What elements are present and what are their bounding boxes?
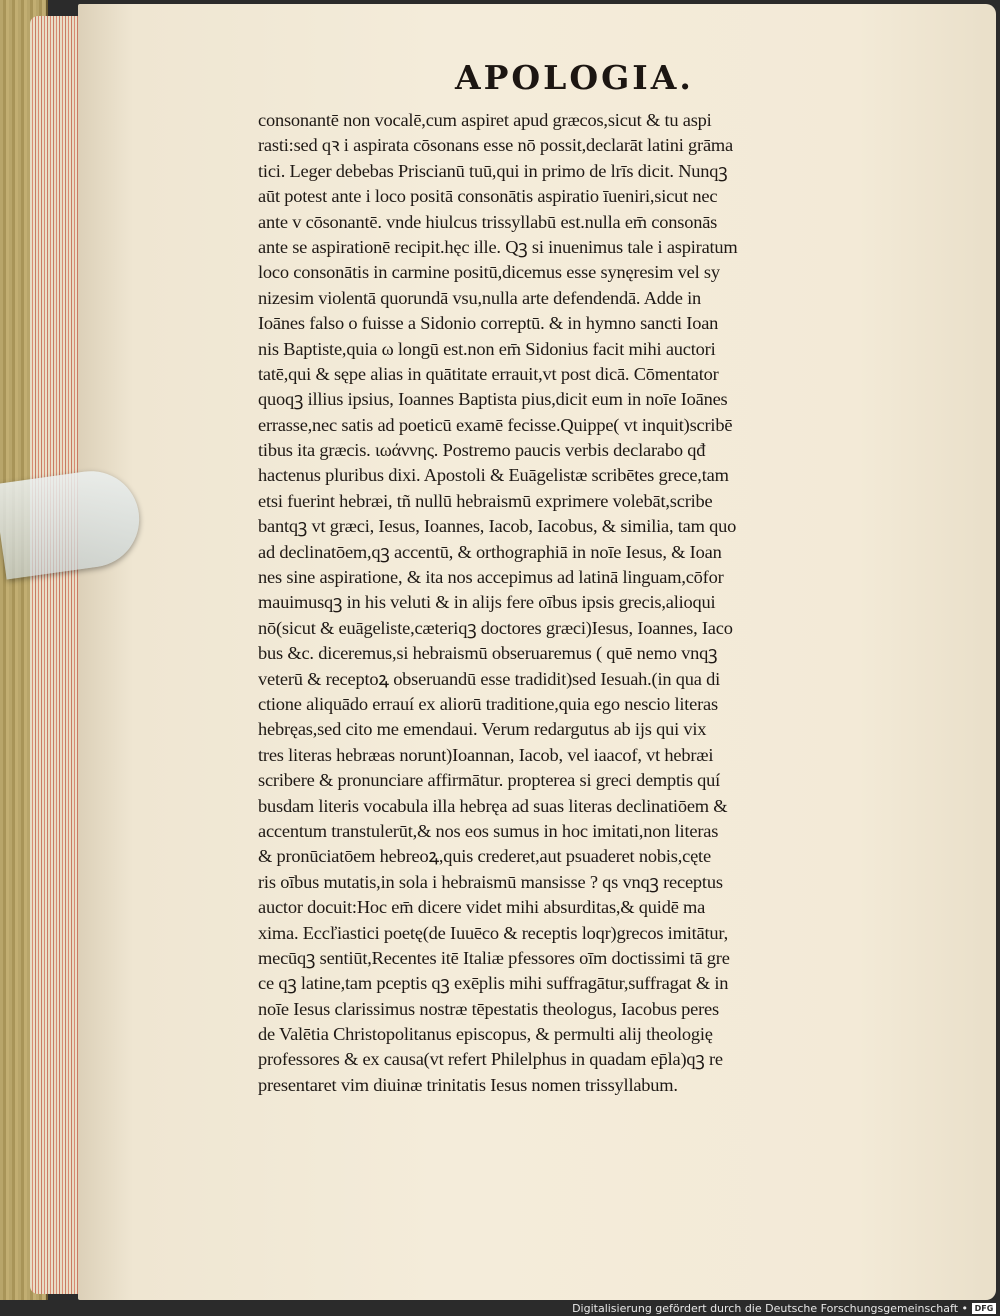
text-line: mauimusqꝫ in his veluti & in alijs fere oībus ipsis grecis,alioqui xyxy=(258,592,716,613)
dfg-logo: DFG xyxy=(972,1303,996,1314)
text-line: ris oībus mutatis,in sola i hebraismū mansisse ? qs vnqꝫ receptus xyxy=(258,871,723,892)
text-line: hebręas,sed cito me emendaui. Verum redargutus ab ijs qui vix xyxy=(258,719,707,740)
text-line: etsi fuerint hebræi, tñ nullū hebraismū exprimere volebāt,scribe xyxy=(258,490,713,511)
text-line: ce qꝫ latine,tam pceptis qꝫ exēplis mihi suffragātur,suffragat & in xyxy=(258,973,729,994)
text-line: aūt potest ante i loco positā consonātis aspiratio īueniri,sicut nec xyxy=(258,186,718,207)
page-edges xyxy=(30,16,80,1294)
text-line: noīe Iesus clarissimus nostræ tēpestatis theologus, Iacobus peres xyxy=(258,998,719,1019)
text-line: ad declinatōem,qꝫ accentū, & orthographiā in noīe Iesus, & Ioan xyxy=(258,541,722,562)
text-line: auctor docuit:Hoc em̄ dicere videt mihi absurditas,& quidē ma xyxy=(258,897,706,918)
text-line: bantqꝫ vt græci, Iesus, Ioannes, Iacob, Iacobus, & similia, tam quo xyxy=(258,516,737,537)
running-head: APOLOGIA. xyxy=(455,58,694,97)
text-line: professores & ex causa(vt refert Philelphus in quadam ep̄la)qꝫ re xyxy=(258,1049,723,1070)
text-line: accentum transtulerūt,& nos eos sumus in hoc imitati,non literas xyxy=(258,820,719,841)
text-line: nes sine aspiratione, & ita nos accepimus ad latinā linguam,cōfor xyxy=(258,567,724,588)
text-line: & pronūciatōem hebreoꝝ,quis crederet,aut psuaderet nobis,cęte xyxy=(258,846,711,867)
text-line: de Valētia Christopolitanus episcopus, & permulti alij theologię xyxy=(258,1024,713,1045)
page-clip xyxy=(0,484,150,584)
text-line: ante se aspirationē recipit.hęc ille. Qꝫ si inuenimus tale i aspiratum xyxy=(258,236,738,257)
text-line: presentaret vim diuinæ trinitatis Iesus nomen trissyllabum. xyxy=(258,1074,678,1095)
text-line: scribere & pronunciare affirmātur. propterea si greci demptis quí xyxy=(258,770,721,791)
text-line: ctione aliquādo errauí ex aliorū traditione,quia ego nescio literas xyxy=(258,693,718,714)
text-line: tibus ita græcis. ιωάννης. Postremo paucis verbis declarabo qđ xyxy=(258,440,706,461)
text-line: hactenus pluribus dixi. Apostoli & Euāgelistæ scribētes grece,tam xyxy=(258,465,729,486)
text-line: bus &c. diceremus,si hebraismū obseruaremus ( quē nemo vnqꝫ xyxy=(258,643,718,664)
text-line: nō(sicut & euāgeliste,cæteriqꝫ doctores græci)Iesus, Ioannes, Iaco xyxy=(258,617,733,638)
text-line: busdam literis vocabula illa hebręa ad suas literas declinatiōem & xyxy=(258,795,728,816)
text-line: nizesim violentā quorundā vsu,nulla arte defendendā. Adde in xyxy=(258,287,702,308)
text-line: nis Baptiste,quia ω longū est.non em̄ Sidonius facit mihi auctori xyxy=(258,338,716,359)
text-line: Ioānes falso o fuisse a Sidonio correptū. & in hymno sancti Ioan xyxy=(258,313,719,334)
page-text xyxy=(258,108,890,1098)
text-line: loco consonātis in carmine positū,dicemus esse synęresim vel sy xyxy=(258,262,720,283)
text-line: tatē,qui & sępe alias in quātitate errauit,vt post dicā. Cōmentator xyxy=(258,363,719,384)
text-line: veterū & receptoꝝ obseruandū esse tradidit)sed Iesuah.(in qua di xyxy=(258,668,721,689)
text-line: errasse,nec satis ad poeticū examē fecisse.Quippe( vt inquit)scribē xyxy=(258,414,733,435)
text-line: consonantē non vocalē,cum aspiret apud græcos,sicut & tu aspi xyxy=(258,110,712,130)
text-line: rasti:sed qꝛ i aspirata cōsonans esse nō possit,declarāt latini grāma xyxy=(258,135,733,156)
text-line: tres literas hebræas norunt)Ioannan, Iacob, vel iaacof, vt hebræi xyxy=(258,744,714,765)
text-line: ante v cōsonantē. vnde hiulcus trissyllabū est.nulla em̄ consonās xyxy=(258,211,718,232)
text-line: xima. Eccľiastici poetę(de Iuuēco & receptis loqr)grecos imitātur, xyxy=(258,922,728,943)
footer-credit: Digitalisierung gefördert durch die Deutsche Forschungsgemeinschaft • xyxy=(572,1302,968,1315)
text-line: quoqꝫ illius ipsius, Ioannes Baptista pius,dicit eum in noīe Ioānes xyxy=(258,389,728,410)
text-line: tici. Leger debebas Priscianū tuū,qui in primo de lrīs dicit. Nunqꝫ xyxy=(258,160,728,181)
text-line: mecūqꝫ sentiūt,Recentes itē Italiæ pfessores oīm doctissimi tā gre xyxy=(258,947,730,968)
